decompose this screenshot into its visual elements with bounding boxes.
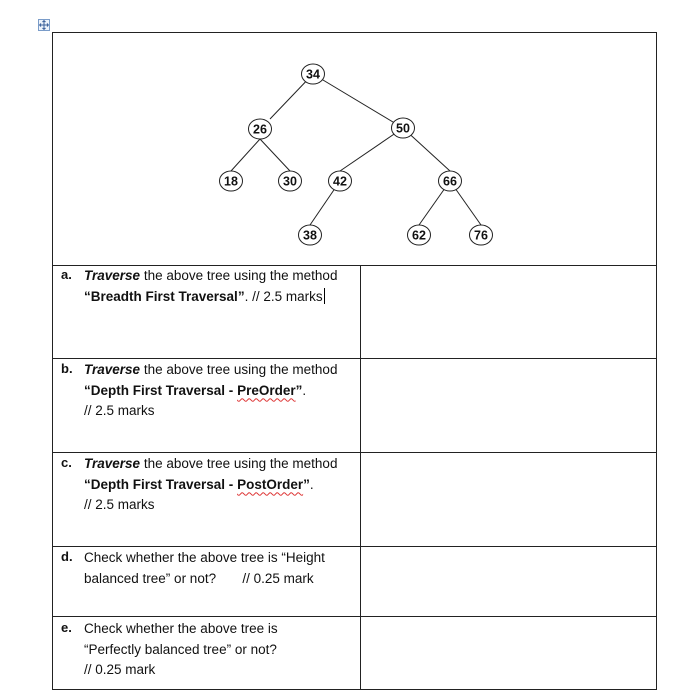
question-cell	[53, 617, 361, 690]
question-cell	[53, 453, 361, 546]
question-line: Check whether the above tree is	[84, 621, 278, 636]
question-text	[84, 619, 356, 681]
marks: // 2.5 marks	[84, 403, 155, 418]
method-name-spellcheck: PreOrder	[237, 382, 296, 398]
edge-34-50	[313, 74, 403, 128]
question-text	[84, 454, 356, 516]
question-line: the above tree using the method	[140, 456, 338, 471]
question-line: Check whether the above tree is “Height	[84, 550, 325, 565]
node-label: 26	[253, 122, 267, 137]
question-verb: Traverse	[84, 268, 141, 283]
method-name: “Depth First Traversal -	[84, 382, 238, 398]
table-move-handle[interactable]	[38, 19, 50, 31]
node-label: 66	[443, 174, 457, 189]
question-verb: Traverse	[84, 456, 141, 471]
marks: // 2.5 marks	[84, 497, 155, 512]
tree-nodes	[220, 64, 493, 245]
edge-26-18	[231, 139, 260, 171]
question-row-e	[53, 617, 656, 690]
answer-cell[interactable]	[361, 547, 656, 616]
node-label: 42	[333, 174, 347, 189]
question-letter: b.	[61, 361, 73, 376]
question-verb: Traverse	[84, 362, 141, 377]
tree-node-50	[392, 118, 415, 138]
period: .	[309, 476, 314, 492]
method-name: “Breadth First Traversal”	[84, 288, 245, 304]
tree-edges	[231, 74, 481, 225]
marks: . // 2.5 marks	[244, 288, 323, 304]
tree-node-18	[220, 171, 243, 191]
tree-diagram-cell	[53, 33, 656, 266]
question-letter: c.	[61, 455, 72, 470]
edge-26-30	[260, 139, 290, 171]
method-name: “Depth First Traversal -	[84, 476, 238, 492]
marks: // 0.25 mark	[84, 662, 156, 677]
question-row-d	[53, 547, 656, 617]
question-row-b	[53, 359, 656, 453]
node-label: 62	[412, 228, 426, 243]
question-cell	[53, 547, 361, 616]
tree-node-76	[470, 225, 493, 245]
question-letter: d.	[61, 549, 73, 564]
method-name-spellcheck: PostOrder	[237, 476, 304, 492]
node-label: 50	[396, 121, 410, 136]
tree-node-34	[302, 64, 325, 84]
node-label: 30	[283, 174, 297, 189]
question-row-c	[53, 453, 656, 547]
node-label: 76	[474, 228, 488, 243]
text-cursor	[324, 288, 325, 304]
node-label: 18	[224, 174, 238, 189]
question-cell	[53, 359, 361, 452]
question-line: the above tree using the method	[140, 362, 338, 377]
binary-search-tree	[53, 33, 656, 265]
assignment-table	[52, 32, 657, 690]
answer-cell[interactable]	[361, 617, 656, 690]
period: .	[302, 382, 307, 398]
question-line: “Perfectly balanced tree” or not?	[84, 641, 277, 657]
method-name-close: ”	[295, 382, 303, 398]
tree-node-62	[408, 225, 431, 245]
answer-cell[interactable]	[361, 265, 656, 358]
node-label: 38	[303, 228, 317, 243]
tree-node-42	[329, 171, 352, 191]
answer-cell[interactable]	[361, 453, 656, 546]
method-name-close: ”	[303, 476, 310, 492]
question-text	[84, 360, 356, 422]
question-line: balanced tree” or not? // 0.25 mark	[84, 570, 314, 586]
tree-node-26	[249, 119, 272, 139]
question-letter: a.	[61, 267, 72, 282]
move-arrows-icon	[39, 20, 49, 30]
question-letter: e.	[61, 620, 72, 635]
tree-node-38	[299, 225, 322, 245]
answer-cell[interactable]	[361, 359, 656, 452]
question-row-a	[53, 265, 656, 359]
question-text	[84, 266, 356, 307]
question-line: the above tree using the method	[140, 268, 338, 283]
node-label: 34	[306, 67, 320, 82]
tree-node-66	[439, 171, 462, 191]
question-text	[84, 548, 356, 589]
question-cell	[53, 265, 361, 358]
tree-node-30	[279, 171, 302, 191]
